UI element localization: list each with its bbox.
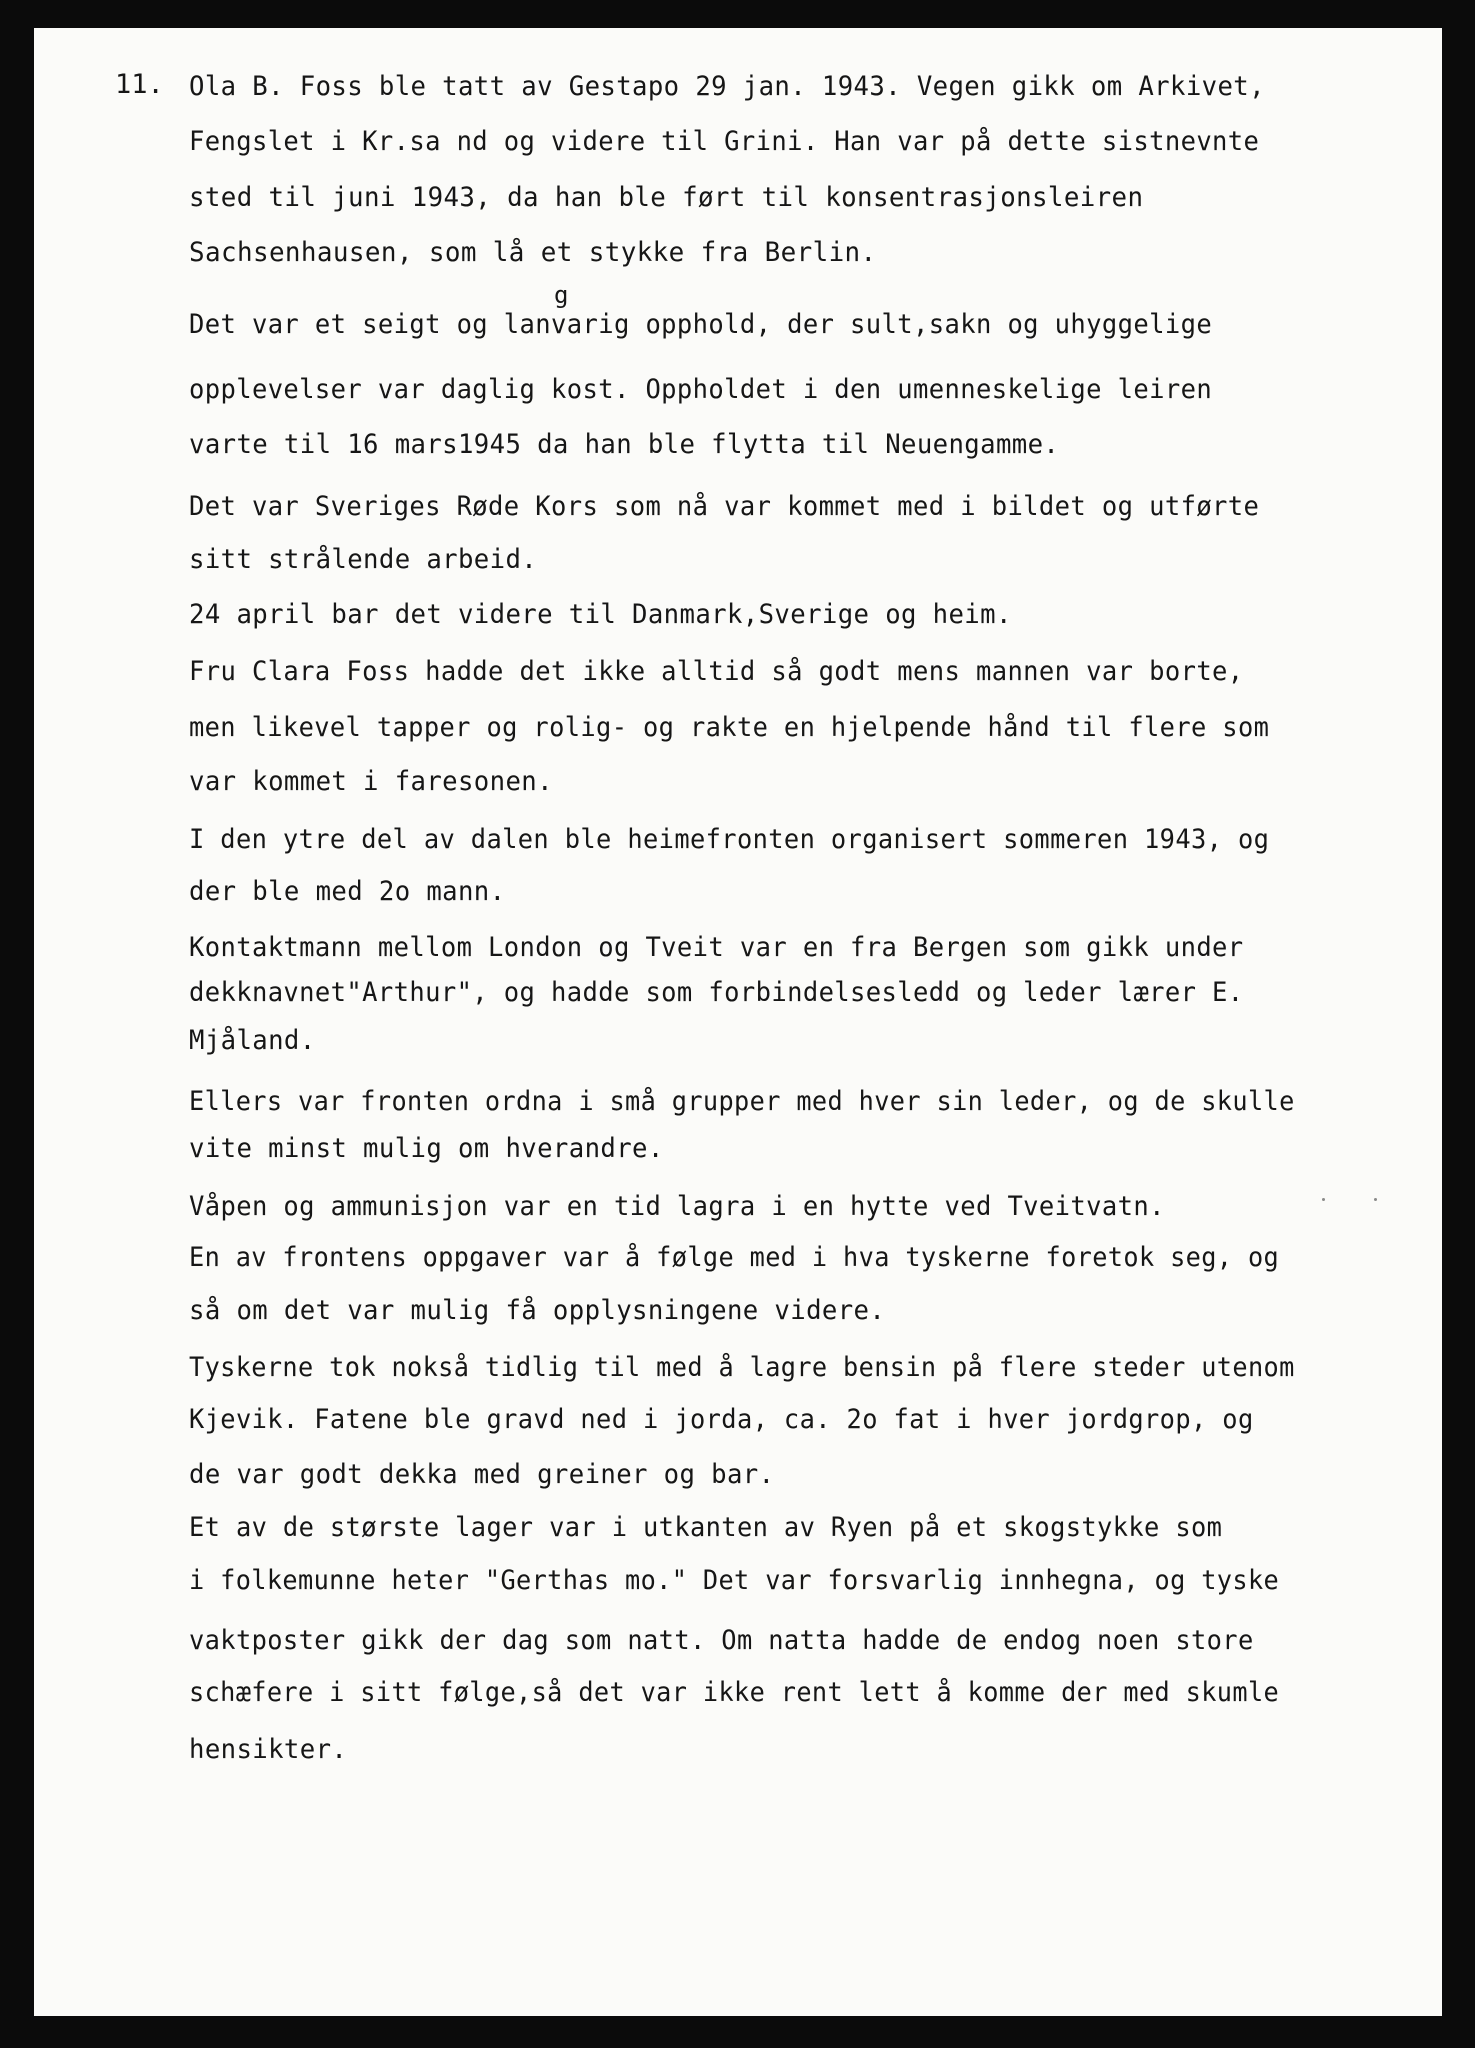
paper-speck [1322, 1198, 1325, 1201]
text-line-22: En av frontens oppgaver var å følge med i hva tyskerne foretok seg, og [189, 1242, 1280, 1273]
text-line-5: Det var et seigt og lanvarig opphold, der sult,sakn og uhyggelige [189, 309, 1213, 340]
text-line-25: Kjevik. Fatene ble gravd ned i jorda, ca. 2o fat i hver jordgrop, og [189, 1404, 1254, 1435]
text-line-27: Et av de største lager var i utkanten av Ryen på et skogstykke som [189, 1512, 1223, 1543]
text-line-31: hensikter. [189, 1734, 348, 1765]
text-line-8: Det var Sveriges Røde Kors som nå var kommet med i bildet og utførte [189, 491, 1260, 522]
text-line-4: Sachsenhausen, som lå et stykke fra Berlin. [189, 237, 877, 268]
text-line-24: Tyskerne tok nokså tidlig til med å lagre bensin på flere steder utenom [189, 1352, 1295, 1383]
text-line-10: 24 april bar det videre til Danmark,Sverige og heim. [189, 599, 1012, 630]
text-line-21: Våpen og ammunisjon var en tid lagra i en hytte ved Tveitvatn. [189, 1191, 1165, 1222]
text-line-7: varte til 16 mars1945 da han ble flytta til Neuengamme. [189, 429, 1060, 460]
paper-speck [1374, 1198, 1377, 1201]
text-line-2: Fengslet i Kr.sa nd og videre til Grini. Han var på dette sistnevnte [189, 126, 1260, 157]
text-line-3: sted til juni 1943, da han ble ført til konsentrasjonsleiren [189, 182, 1144, 213]
text-line-17: dekknavnet"Arthur", og hadde som forbindelsesledd og leder lærer E. [189, 977, 1244, 1008]
text-line-18: Mjåland. [189, 1025, 316, 1056]
text-line-16: Kontaktmann mellom London og Tveit var en fra Bergen som gikk under [189, 932, 1244, 963]
item-number: 11. [115, 69, 164, 100]
text-line-12: men likevel tapper og rolig- og rakte en hjelpende hånd til flere som [189, 712, 1270, 743]
text-line-11: Fru Clara Foss hadde det ikke alltid så godt mens mannen var borte, [189, 656, 1244, 687]
text-line-9: sitt strålende arbeid. [189, 544, 538, 575]
text-line-20: vite minst mulig om hverandre. [189, 1133, 664, 1164]
typewritten-sheet [34, 28, 1442, 2016]
text-line-6: opplevelser var daglig kost. Oppholdet i den umenneskelige leiren [189, 374, 1213, 405]
text-line-23: så om det var mulig få opplysningene videre. [189, 1295, 886, 1326]
handwritten-correction: g [554, 281, 569, 309]
text-line-29: vaktposter gikk der dag som natt. Om natta hadde de endog noen store [189, 1625, 1254, 1656]
text-line-28: i folkemunne heter "Gerthas mo." Det var forsvarlig innhegna, og tyske [189, 1565, 1280, 1596]
text-line-30: schæfere i sitt følge,så det var ikke rent lett å komme der med skumle [189, 1677, 1280, 1708]
text-line-14: I den ytre del av dalen ble heimefronten organisert sommeren 1943, og [189, 824, 1270, 855]
text-line-13: var kommet i faresonen. [189, 766, 553, 797]
text-line-1: Ola B. Foss ble tatt av Gestapo 29 jan. 1943. Vegen gikk om Arkivet, [189, 71, 1265, 102]
text-line-26: de var godt dekka med greiner og bar. [189, 1459, 775, 1490]
text-line-15: der ble med 2o mann. [189, 876, 506, 907]
text-line-19: Ellers var fronten ordna i små grupper med hver sin leder, og de skulle [189, 1086, 1295, 1117]
